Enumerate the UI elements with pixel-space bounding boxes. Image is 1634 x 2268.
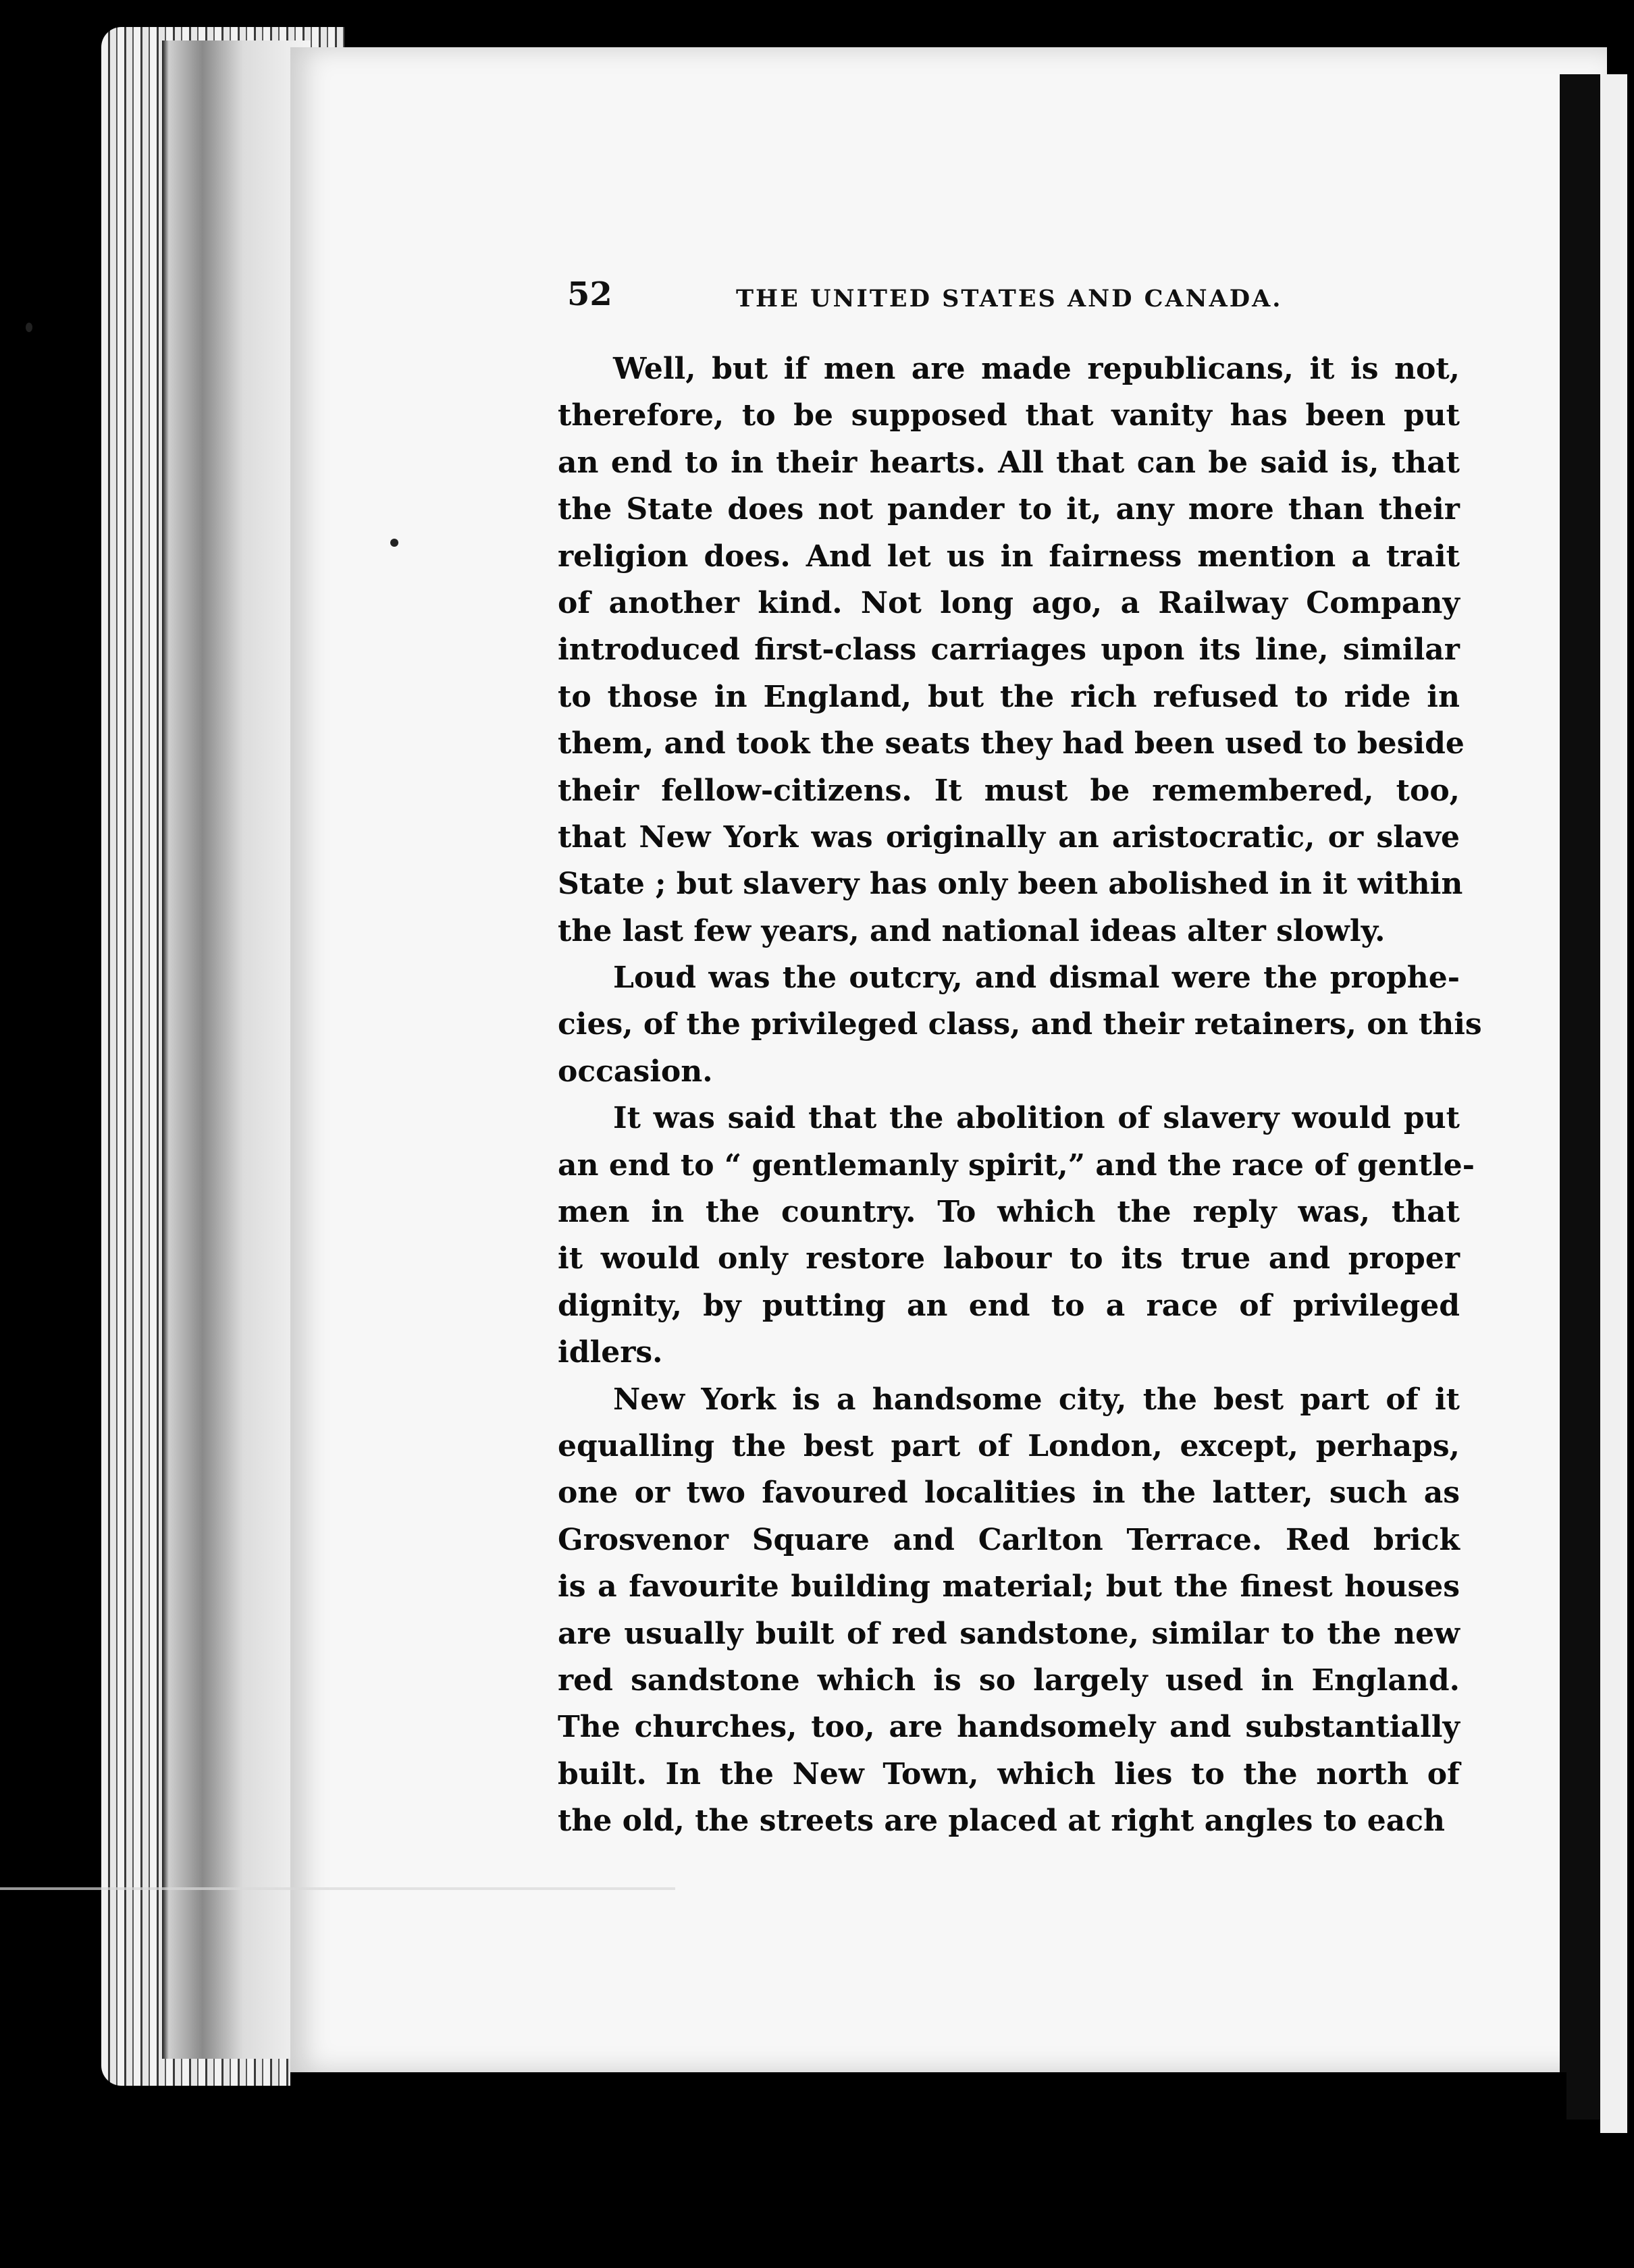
text-line: cies, of the privileged class, and their retainers, on this <box>558 1007 1482 1042</box>
body-text <box>558 346 1482 1845</box>
text-line: occasion. <box>558 1054 713 1089</box>
text-line: dignity, by putting an end to a race of privileged <box>558 1288 1460 1323</box>
text-line: them, and took the seats they had been used to beside <box>558 726 1465 761</box>
text-line: therefore, to be supposed that vanity has been put <box>558 398 1460 433</box>
text-line: are usually built of red sandstone, similar to the new <box>558 1616 1460 1651</box>
text-line: men in the country. To which the reply was, that <box>558 1195 1460 1230</box>
text-line: built. In the New Town, which lies to the north of <box>558 1756 1460 1791</box>
text-line: of another kind. Not long ago, a Railway Company <box>558 585 1460 620</box>
text-line: their fellow-citizens. It must be remembered, too, <box>558 773 1460 808</box>
text-line: one or two favoured localities in the latter, such as <box>558 1476 1460 1511</box>
page-number: 52 <box>567 275 612 313</box>
text-line: idlers. <box>558 1335 663 1370</box>
paragraph <box>558 1095 1475 1376</box>
paragraph <box>558 954 1482 1095</box>
scan-artifact-line <box>0 1887 675 1890</box>
right-gutter-shadow <box>1560 74 1600 2120</box>
paragraph <box>558 1376 1460 1845</box>
scan-speck <box>26 323 32 332</box>
text-line: an end to “ gentlemanly spirit,” and the race of gentle- <box>558 1148 1475 1183</box>
text-line: Grosvenor Square and Carlton Terrace. Red brick <box>558 1522 1460 1557</box>
scan-speck <box>390 539 398 547</box>
text-line: New York is a handsome city, the best part of it <box>613 1382 1460 1417</box>
text-line: the State does not pander to it, any more than their <box>558 492 1460 527</box>
bottom-shadow <box>290 2072 1566 2153</box>
running-title: THE UNITED STATES AND CANADA. <box>736 285 1283 313</box>
text-line: Well, but if men are made republicans, it is not, <box>613 352 1460 386</box>
text-line: the old, the streets are placed at right angles to each <box>558 1804 1446 1839</box>
text-line: that New York was originally an aristocratic, or slave <box>558 819 1460 855</box>
text-line: it would only restore labour to its true and proper <box>558 1241 1460 1276</box>
text-line: the last few years, and national ideas alter slowly. <box>558 913 1386 948</box>
text-line: State ; but slavery has only been abolished in it within <box>558 867 1463 902</box>
text-line: introduced first-class carriages upon its line, similar <box>558 632 1460 668</box>
text-line: is a favourite building material; but the finest houses <box>558 1569 1460 1604</box>
right-page-edge <box>1600 74 1627 2133</box>
text-line: red sandstone which is so largely used in England. <box>558 1663 1460 1698</box>
text-line: to those in England, but the rich refused to ride in <box>558 679 1460 714</box>
text-line: an end to in their hearts. All that can be said is, that <box>558 445 1460 480</box>
paragraph <box>558 346 1465 954</box>
text-line: It was said that the abolition of slavery would put <box>613 1101 1460 1136</box>
book-spine-shadow <box>162 40 311 2059</box>
text-line: religion does. And let us in fairness mention a trait <box>558 539 1460 574</box>
running-head <box>567 275 1303 323</box>
text-line: The churches, too, are handsomely and substantially <box>558 1710 1460 1745</box>
text-line: equalling the best part of London, except, perhaps, <box>558 1428 1460 1463</box>
text-line: Loud was the outcry, and dismal were the prophe- <box>613 961 1460 996</box>
